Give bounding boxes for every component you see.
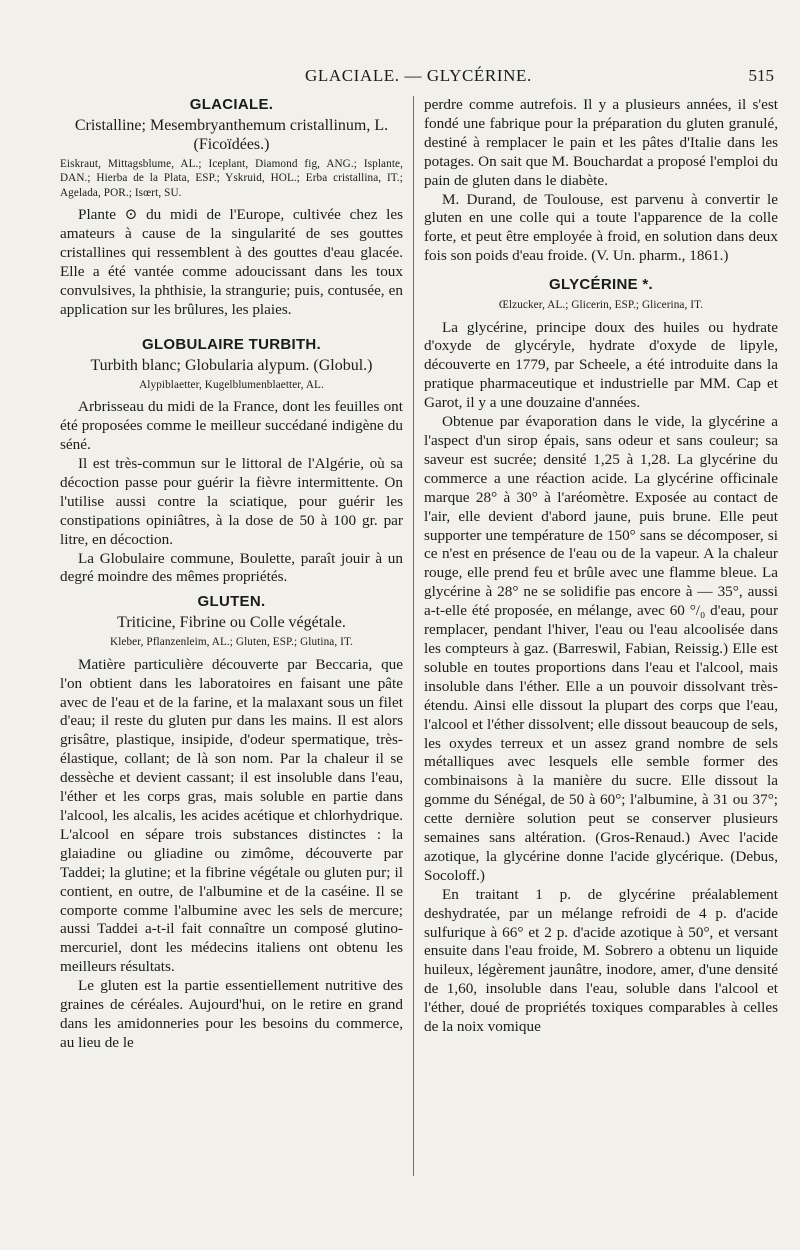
entry-heading: GLYCÉRINE *. — [549, 276, 653, 294]
entry-glaciale — [60, 96, 403, 320]
synonyms: Kleber, Pflanzenleim, AL.; Gluten, ESP.; Glutina, IT. — [110, 636, 353, 649]
entry-gluten — [60, 593, 403, 1052]
entry-gluten-continued — [424, 96, 778, 266]
entry-heading: GLUTEN. — [197, 593, 266, 611]
paragraph: Arbrisseau du midi de la France, dont les feuilles ont été proposées comme le meilleur succédané indigène du séné. — [60, 398, 403, 454]
page-number: 515 — [748, 66, 774, 85]
synonyms: Œlzucker, AL.; Glicerin, ESP.; Glicerina, IT. — [498, 299, 704, 312]
paragraph: Il est très-commun sur le littoral de l'Algérie, où sa décoction passe pour guérir la fièvre intermittente. On l'utilise aussi contre la sciatique, pour guérir les constipations opiniâtres, à la dose de 50 à 100 gr. par litre, en décoction. — [60, 454, 403, 548]
column-divider — [413, 96, 414, 1176]
paragraph: La Globulaire commune, Boulette, paraît jouir à un degré moindre des mêmes propriétés. — [60, 549, 403, 586]
paragraph: M. Durand, de Toulouse, est parvenu à convertir le gluten en une colle qui a toute l'apparence de la colle forte, et peut être employée à froid, en solution dans deux fois son poids d'eau froide. (V. Un. pharm., 1861.) — [424, 190, 778, 265]
latin-names: Turbith blanc; Globularia alypum. (Globul.) — [90, 356, 373, 374]
running-title: GLACIALE. — GLYCÉRINE. — [305, 66, 532, 85]
paragraph: perdre comme autrefois. Il y a plusieurs années, il s'est fondé une fabrique pour la préparation du gluten granulé, destiné à remplacer le pain et les pâtes d'Italie dans les potages. On sait que M. Bouchardat a proposé l'emploi du pain de gluten dans le diabète. — [424, 96, 778, 189]
left-column — [60, 96, 403, 1053]
entry-heading: GLACIALE. — [189, 96, 274, 113]
paragraph: En traitant 1 p. de glycérine préalablement deshydratée, par un mélange refroidi de 4 p. d'acide sulfurique à 66° et 2 p. d'acide azotique à 50°, et versant ensuite dans l'eau froide, M. Sobrero a obtenu un liquide huileux, légèrement jaunâtre, inodore, amer, d'une densité de 1,60, insoluble dans l'eau, soluble dans l'alcool et l'éther, doué de propriétés toxiques comparables à celles de la noix vomique — [424, 885, 778, 1036]
synonyms: Eiskraut, Mittagsblume, AL.; Iceplant, Diamond fig, ANG.; Isplante, DAN.; Hierba de la Plata, ESP.; Yskruid, HOL.; Erba cristallina, IT.; Agelada, POR.; Isœrt, SU. — [60, 157, 403, 199]
paragraph: Le gluten est la partie essentiellement nutritive des graines de céréales. Aujourd'hui, on le retire en grand dans les amidonneries pour les besoins du commerce, au lieu de le — [60, 977, 403, 1051]
paragraph: Matière particulière découverte par Beccaria, que l'on obtient dans les laboratoires en faisant une pâte avec de l'eau et de la farine, et la malaxant sous un filet d'eau; il reste du gluten pur dans les mains. Il est alors grisâtre, plastique, insipide, d'odeur spermatique, très-élastique, collant; de là son nom. Par la chaleur il se dessèche et devient cassant; il est insoluble dans l'eau, l'éther et les corps gras, mais soluble en partie dans l'alcool, les alcalis, les acides acétique et chlorhydrique. L'alcool en sépare trois substances distinctes : la glaiadine ou gliadine ou zimôme, découverte par Taddei; la glutine; et la fibrine végétale ou gluten pur; il contient, en outre, de l'albumine et de la caséine. Il se comporte comme l'albumine avec les sels de mercure; aussi Taddei a-t-il fait connaître un composé glutino-mercuriel, dont les médecins italiens ont obtenu les meilleurs résultats. — [60, 655, 403, 976]
paragraph: La glycérine, principe doux des huiles ou hydrate d'oxyde de glycéryle, hydrate d'oxyde de lipyle, découverte en 1779, par Scheele, a été introduite dans la pratique pharmaceutique et industrielle par MM. Cap et Garot, il y a une douzaine d'années. — [424, 318, 778, 412]
entry-glycerine — [424, 276, 778, 1037]
right-column — [424, 96, 778, 1037]
latin-names: Triticine, Fibrine ou Colle végétale. — [117, 614, 346, 632]
paragraph: Obtenue par évaporation dans le vide, la glycérine a l'aspect d'un sirop épais, sans odeur et sans couleur; sa saveur est sucrée; densité 1,25 à 1,28. La glycérine du commerce a une réaction acide. La glycérine officinale marque 28° à 30° à l'aréomètre. Exposée au contact de l'air, elle devient d'abord jaune, puis brune. Elle peut supporter une température de 150° sans se décomposer, si ce n'est en présence de l'eau ou de la vapeur. A la chaleur rouge, elle prend feu et brûle avec une flamme bleue. La glycérine à 28° ne se solidifie pas encore à — 35°, aussi a-t-elle été proposée, en mélange, avec 60 °/₀ d'eau, pour remplacer, pendant l'hiver, l'eau ou l'eau alcoolisée dans les compteurs à gaz. (Barreswil, Fabian, Reissig.) Elle est soluble en toutes proportions dans l'eau et l'alcool, mais insoluble dans l'éther. Elle a un pouvoir dissolvant très-étendu. Ainsi elle dissout la plupart des corps que l'eau, l'alcool et l'éther dissolvent; elle dissout beaucoup de sels, les oxydes terreux et un assez grand nombre de sels métalliques avec lesquels elle semble former des combinaisons à la manière du sucre. Elle dissout la gomme du Sénégal, de 50 à 60°; l'albumine, à 31 ou 37°; cette dernière solution peut se conserver plusieurs semaines sans altération. (Gros-Renaud.) Avec l'acide azotique, la glycérine donne l'acide glycérique. (Debus, Socoloff.) — [424, 413, 778, 884]
synonyms: Alypiblaetter, Kugelblumenblaetter, AL. — [139, 378, 324, 391]
paragraph: Plante ⊙ du midi de l'Europe, cultivée chez les amateurs à cause de la singularité de ses gouttes cristallines qui ressemblent à des gouttes d'eau glacée. Elle a été vantée comme adoucissant dans les toux convulsives, la phthisie, la strangurie; puis, contusée, en application sur les brûlures, les plaies. — [60, 206, 403, 318]
entry-globulaire — [60, 336, 403, 587]
running-head — [0, 66, 800, 90]
latin-names: Cristalline; Mesembryanthemum cristallinum, L. (Ficoïdées.) — [74, 116, 389, 153]
entry-heading: GLOBULAIRE TURBITH. — [141, 335, 322, 353]
